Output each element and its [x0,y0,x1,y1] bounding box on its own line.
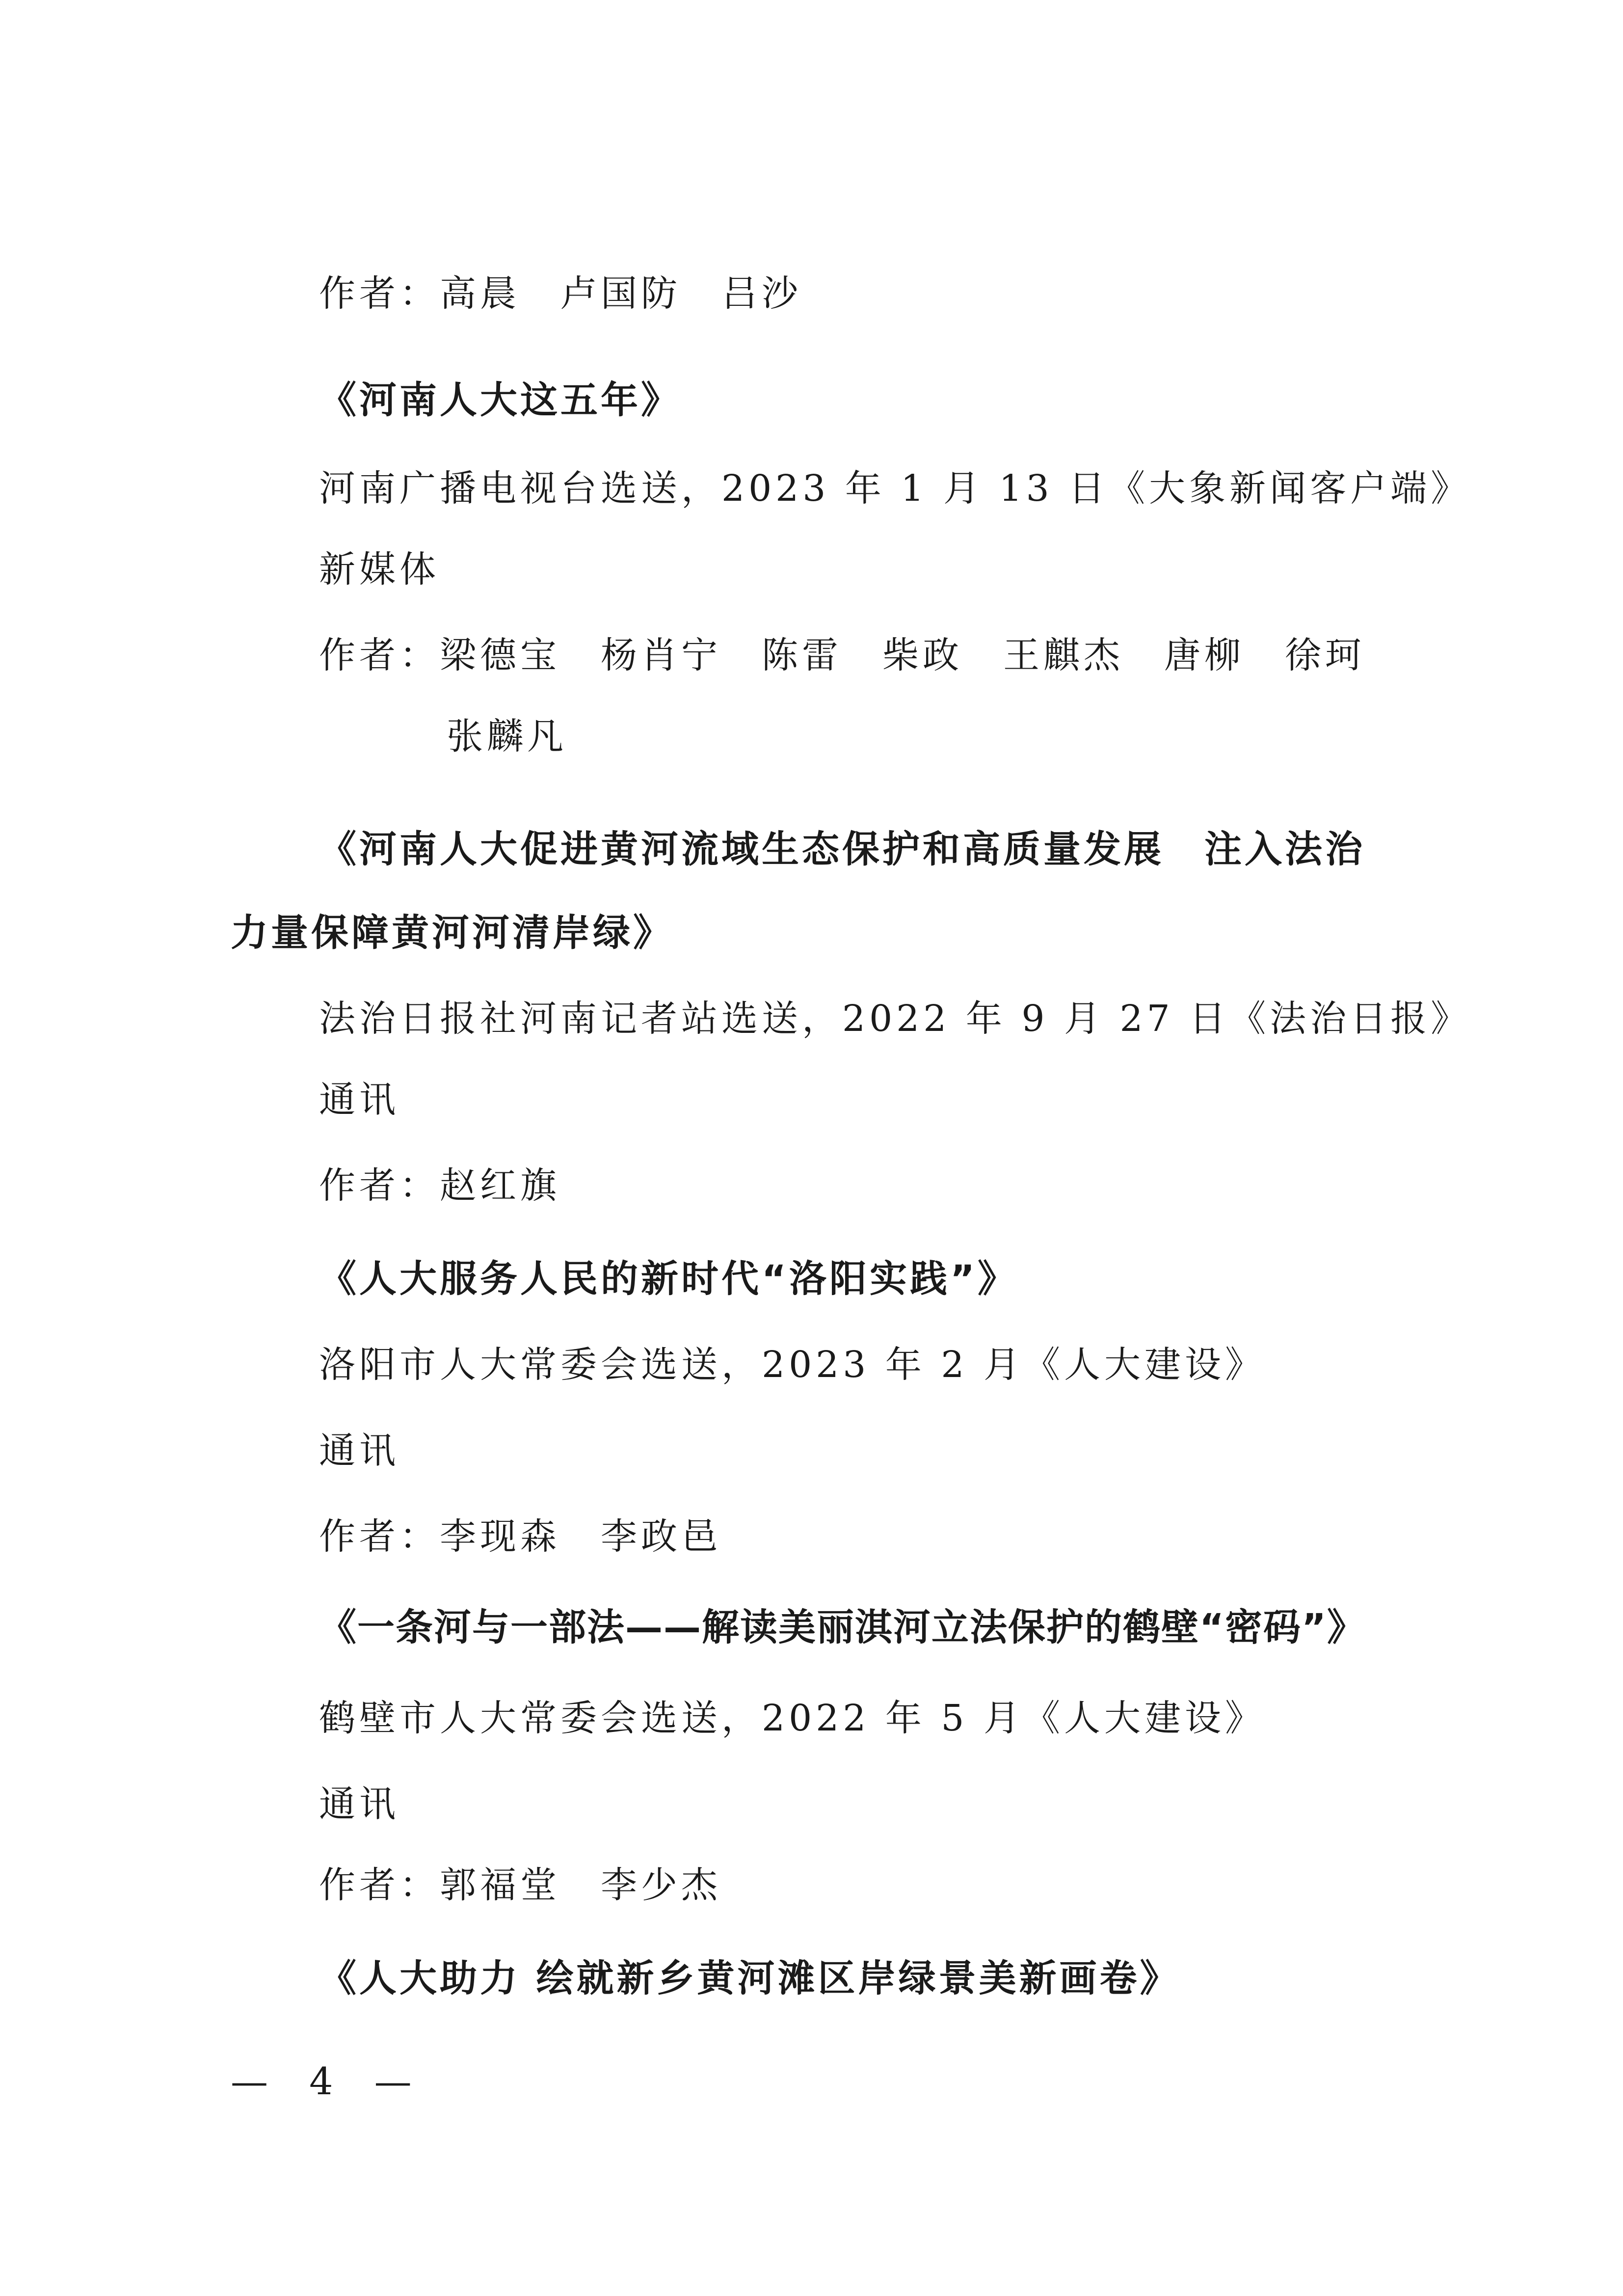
author-line: 作者：李现森 李政邑 [319,1515,721,1558]
entry-title: 《河南人大促进黄河流域生态保护和高质量发展 注入法治 [319,827,1365,871]
entry-type: 通讯 [319,1079,399,1121]
page-number: — 4 — [231,2059,426,2103]
entry-source: 鹤壁市人大常委会选送，2022 年 5 月《人大建设》 [319,1697,1265,1739]
entry-type: 新媒体 [319,548,440,591]
entry-type: 通讯 [319,1783,399,1825]
entry-title: 《人大服务人民的新时代“洛阳实践”》 [319,1257,1018,1300]
author-line: 作者：梁德宝 杨肖宁 陈雷 柴政 王麒杰 唐柳 徐珂 [319,634,1365,676]
entry-source: 法治日报社河南记者站选送，2022 年 9 月 27 日《法治日报》 [319,998,1471,1040]
author-line-continued: 张麟凡 [447,715,567,757]
author-line: 作者：赵红旗 [319,1164,560,1207]
entry-title: 《河南人大这五年》 [319,378,681,422]
entry-title: 《人大助力 绘就新乡黄河滩区岸绿景美新画卷》 [319,1956,1180,2000]
entry-type: 通讯 [319,1430,399,1472]
entry-title-continued: 力量保障黄河河清岸绿》 [231,911,673,954]
author-line: 作者：高晨 卢国防 吕沙 [319,272,802,315]
entry-source: 河南广播电视台选送，2023 年 1 月 13 日《大象新闻客户端》 [319,467,1471,510]
entry-source: 洛阳市人大常委会选送，2023 年 2 月《人大建设》 [319,1344,1265,1386]
entry-title: 《一条河与一部法——解读美丽淇河立法保护的鹤壁“密码”》 [319,1605,1365,1649]
author-line: 作者：郭福堂 李少杰 [319,1864,721,1906]
